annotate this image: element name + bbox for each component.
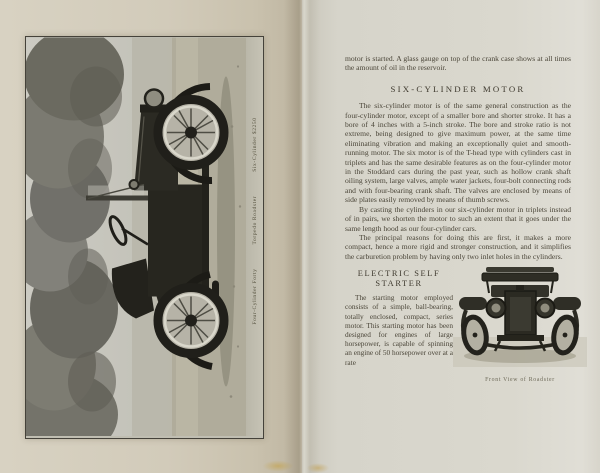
motor-paragraph-1: The six-cylinder motor is of the same general construction as the four-cylinder motor, except of a smaller bore and shorter stroke. It has a bore of 4 inches with a 5-inch stroke. The bore and stroke ratio is not extreme, being designed to give maximum power, at the same time eliminating vibration and making an exceptionally quiet and smooth-running motor. The six motor is of the T-head type with cylinders cast in triplets and has the same desirable features as on the four-cylinder motor in the Stoddard cars during the past year, such as hollow crank shaft oiling system, large valves, ample water jackets, four-bolt connecting rods and with four-bearing crank shaft. The valves are enclosed by means of side plates easily removed by means of thumb screws. — [345, 101, 571, 205]
car-front-photo — [453, 261, 587, 385]
starter-text-column — [345, 267, 453, 385]
six-cylinder-motor-heading: SIX-CYLINDER MOTOR — [390, 83, 526, 94]
plate-caption-price: Six-Cylinder $2250 — [251, 116, 258, 172]
motor-paragraph-3: The principal reasons for doing this are first, it makes a more compact, hence a more rigid and stronger construction, and it simplifies the carburetion problem by having only two inlet holes in the cylinders. — [345, 232, 571, 261]
left-photo-plate — [25, 36, 264, 439]
plate-caption-model: Four-Cylinder Forty — [251, 268, 258, 325]
front-wheel — [158, 99, 224, 165]
continuation-paragraph: motor is started. A glass gauge on top of the crank case shows at all times the amount of oil in the reservoir. — [345, 54, 571, 73]
electric-self-starter-heading — [345, 269, 453, 289]
plate-caption — [252, 105, 258, 336]
car-side-photo-illustration — [26, 37, 246, 436]
rear-wheel — [158, 287, 224, 353]
heading-line-1: ELECTRIC SELF — [357, 269, 441, 279]
starter-paragraph: The starting motor employed consists of a simple, ball-bearing, totally enclosed, compact, series motor. This starting motor has been designed for engines of large horsepower, is capable of spinning an engine of 50 horsepower over at a rate — [345, 293, 453, 367]
electric-starter-section — [345, 267, 587, 385]
car-side-photo — [26, 37, 246, 436]
heading-line-2: STARTER — [375, 279, 423, 289]
motor-paragraph-2: By casting the cylinders in our six-cylinder motor in triplets instead of in pairs, we shorten the motor to such an extent that it goes under the same length hood as our four-cylinder cars. — [345, 204, 571, 233]
plate-caption-margin — [246, 37, 263, 436]
front-view-caption: Front View of Roadster — [485, 376, 555, 383]
plate-caption-body: Torpedo Roadster — [251, 195, 258, 245]
car-front-illustration — [453, 261, 587, 369]
right-page-text-column — [345, 54, 571, 385]
